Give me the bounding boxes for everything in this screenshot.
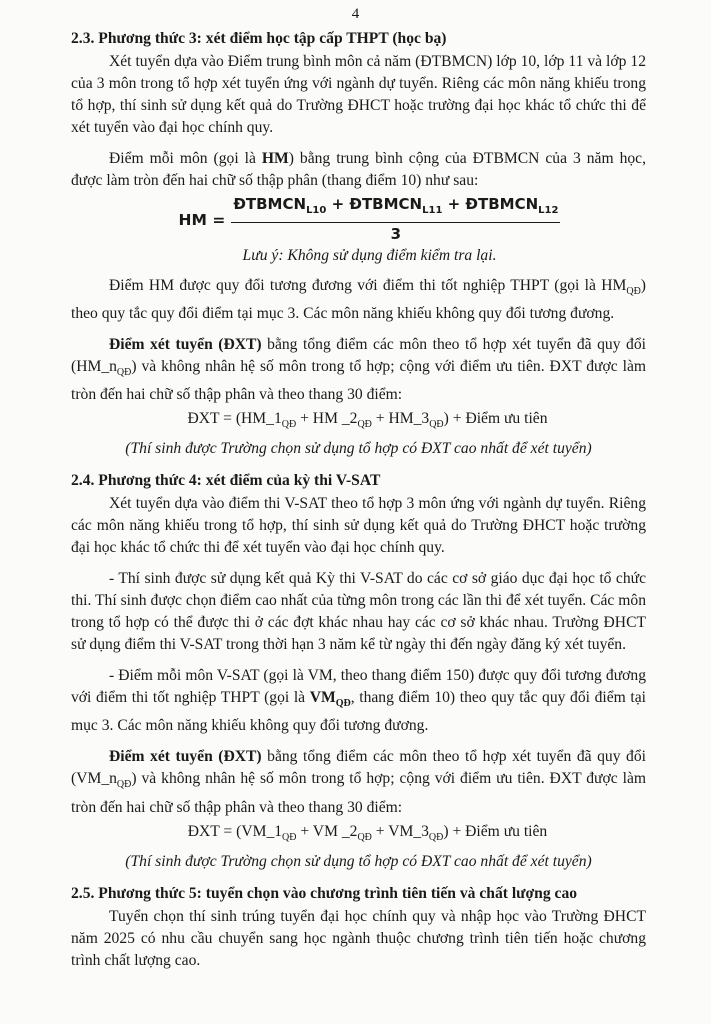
hm-formula: [71, 194, 646, 245]
page-number: 4: [351, 6, 360, 22]
italic-note: (Thí sinh được Trường chọn sử dụng tổ hợp có ĐXT cao nhất để xét tuyển): [125, 852, 592, 870]
paragraph: Tuyển chọn thí sinh trúng tuyển đại học chính quy và nhập học vào Trường ĐHCT năm 2025 có nhu cầu chuyển sang học ngành thuộc chương trình tiên tiến hoặc chương trình chất lượng cao.: [71, 907, 646, 969]
paragraph: Điểm xét tuyển (ĐXT) bằng tổng điểm các môn theo tổ hợp xét tuyển đã quy đổi $(HM\_n_{QĐ})$ và không nhân hệ số môn trong tổ hợp; cộng với điểm ưu tiên. ĐXT được làm tròn đến hai chữ số thập phân và theo thang 30 điểm:: [71, 336, 646, 404]
section-2-5: [71, 883, 646, 972]
paragraph: Điểm xét tuyển (ĐXT) bằng tổng điểm các môn theo tổ hợp xét tuyển đã quy đổi $(VM\_n_{QĐ})$ và không nhân hệ số môn trong tổ hợp; cộng với điểm ưu tiên. ĐXT được làm tròn đến hai chữ số thập phân và theo thang 30 điểm:: [71, 748, 646, 816]
dxt-formula: ĐXT = ($VM\_1_{QĐ}$ + VM $\_2_{QĐ}$ + $VM\_3_{QĐ}$) + Điểm ưu tiên: [187, 822, 548, 843]
section-2-4: [71, 470, 646, 872]
fraction-denominator: 3: [390, 225, 402, 243]
dxt-formula: ĐXT = ($HM\_1_{QĐ}$ + HM $\_2_{QĐ}$ + $HM\_3_{QĐ}$) + Điểm ưu tiên: [187, 410, 548, 431]
section-heading: 2.3. Phương thức 3: xét điểm học tập cấp THPT (học bạ): [71, 30, 447, 47]
formula-lhs: HM =: [178, 210, 226, 229]
italic-note: (Thí sinh được Trường chọn sử dụng tổ hợp có ĐXT cao nhất để xét tuyển): [125, 440, 592, 458]
term-vmqd: $VM_{QĐ}$: [309, 689, 351, 710]
fraction: [231, 194, 560, 245]
fraction-numerator: $ĐTBMCN_{L10}$ + $ĐTBMCN_{L11}$ + $ĐTBMCN_{L12}$: [231, 194, 560, 223]
term-dxt: Điểm xét tuyển (ĐXT): [109, 748, 262, 766]
term-hm: HM: [261, 150, 289, 167]
term-dxt: Điểm xét tuyển (ĐXT): [109, 336, 262, 354]
paragraph: - Thí sinh được sử dụng kết quả Kỳ thi V-SAT do các cơ sở giáo dục đại học tổ chức thi. Thí sinh được chọn điểm cao nhất của từng môn trong các lần thi để xét tuyển. Các môn trong tổ hợp có thể được thi ở các đợt khác nhau hay các cơ sở khác nhau. Trường ĐHCT sử dụng điểm thi V-SAT trong thời hạn 3 năm kể từ ngày thi đến ngày đăng ký xét tuyển.: [71, 570, 646, 654]
paragraph: Điểm mỗi môn (gọi là HM) bằng trung bình cộng của ĐTBMCN của 3 năm học, được làm tròn đến hai chữ số thập phân (thang điểm 10) như sau:: [71, 150, 646, 189]
section-heading: 2.5. Phương thức 5: tuyển chọn vào chương trình tiên tiến và chất lượng cao: [71, 884, 578, 902]
paragraph: Xét tuyển dựa vào Điểm trung bình môn cả năm (ĐTBMCN) lớp 10, lớp 11 và lớp 12 của 3 môn trong tổ hợp xét tuyển ứng với ngành dự tuyển. Riêng các môn năng khiếu trong tổ hợp, thí sinh sử dụng kết quả do Trường ĐHCT hoặc trường đại học khác tổ chức thi để xét tuyển vào đại học chính quy.: [71, 53, 646, 136]
section-heading: 2.4. Phương thức 4: xét điểm của kỳ thi V-SAT: [71, 472, 381, 490]
paragraph: Điểm HM được quy đổi tương đương với điểm thi tốt nghiệp THPT (gọi là $HM_{QĐ}$) theo quy tắc quy đổi điểm tại mục 3. Các môn năng khiếu không quy đổi tương đương.: [71, 277, 646, 323]
note: Lưu ý: Không sử dụng điểm kiểm tra lại.: [242, 247, 497, 264]
paragraph: Xét tuyển dựa vào điểm thi V-SAT theo tổ hợp 3 môn ứng với ngành dự tuyển. Riêng các môn năng khiếu trong tổ hợp, thí sinh sử dụng kết quả do Trường ĐHCT hoặc trường đại học khác tổ chức thi để xét tuyển vào đại học chính quy.: [71, 495, 646, 557]
paragraph: - Điểm mỗi môn V-SAT (gọi là VM, theo thang điểm 150) được quy đổi tương đương với điểm thi tốt nghiệp THPT (gọi là $VM_{QĐ}$, thang điểm 10) theo quy tắc quy đổi điểm tại mục 3. Các môn năng khiếu không quy đổi tương đương.: [71, 667, 646, 735]
section-2-3: [71, 28, 646, 460]
document-body: [71, 28, 646, 981]
